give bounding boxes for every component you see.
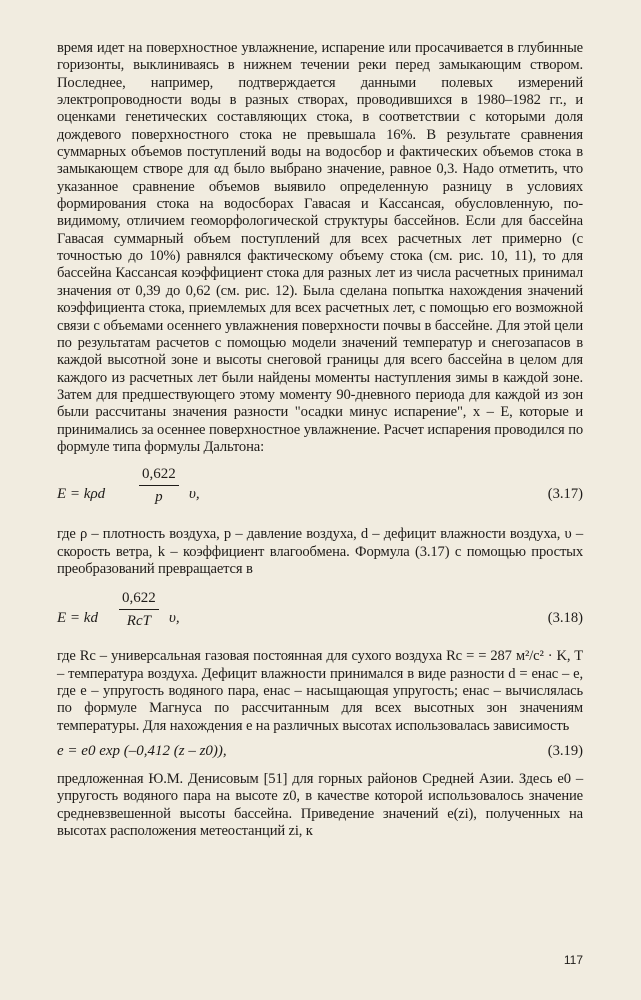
formula-3-17-fraction	[139, 466, 179, 506]
formula-3-17-numerator: 0,622	[139, 466, 179, 486]
formula-3-18-lhs: E = kd	[57, 610, 98, 627]
paragraph-3: где Rc – универсальная газовая постоянная для сухого воздуха Rc = = 287 м²/с² · K, T – температура воздуха. Дефицит влажности принимался в виде разности d = eнас – e, где e – упругость водяного пара, eнас – насыщающая упругость; eнас – вычислялась по формуле Магнуса по рассчитанным для всех высотных зон значениям температуры. Для нахождения e на различных высотах использовалась зависимость	[57, 648, 583, 734]
formula-3-18-fraction	[119, 590, 159, 630]
formula-3-19-expression: e = e0 exp (–0,412 (z – z0)),	[57, 743, 227, 759]
formula-3-17-tail: υ,	[189, 486, 200, 503]
formula-3-18-denominator: RcT	[126, 613, 151, 630]
page-number: 117	[563, 953, 583, 967]
formula-3-18	[57, 588, 583, 642]
formula-3-17-lhs: E = kρd	[57, 486, 106, 503]
paragraph-4: предложенная Ю.М. Денисовым [51] для горных районов Средней Азии. Здесь e0 – упругость водяного пара на высоте z0, в качестве которой использовалось значение средневзвешенной высоты бассейна. Приведение значений e(zi), полученных на высотах расположения метеостанций zi, к	[57, 771, 583, 840]
formula-3-18-tail: υ,	[169, 610, 180, 627]
paragraph-1: время идет на поверхностное увлажнение, испарение или просачивается в глубинные горизонты, выклиниваясь в нижнем течении реки перед замыкающим створом. Последнее, например, подтверждается данными полевых измерений электропроводности воды в разных створах, проводившихся в 1980–1982 гг., и оценками генетических составляющих стока, в соответствии с которыми доля дождевого поверхностного стока не превышала 16%. В результате сравнения суммарных объемов поступлений воды на водосбор и фактических объемов стока в замыкающем створе для αд было выбрано значение, равное 0,3. Надо отметить, что указанное сравнение объемов выявило определенную разницу в условиях формирования стока на водосборах Гавасая и Кассансая, обусловленную, по-видимому, отличием геоморфологической структуры бассейнов. Если для бассейна Гавасая суммарный объем поступлений для всех расчетных лет примерно (с точностью до 10%) равнялся фактическому объему стока (см. рис. 10, 11), то для бассейна Кассансая коэффициент стока для разных лет из числа расчетных принимал значения от 0,39 до 0,62 (см. рис. 12). Была сделана попытка нахождения значений коэффициента стока, приемлемых для всех расчетных лет, с помощью его возможной связи с объемами осеннего увлажнения поверхности почвы в бассейне. Для этой цели по результатам расчетов с помощью модели значений температур и снегозапасов в каждой высотной зоне и высоты снеговой границы для всего бассейна в целом для каждого из расчетных лет были найдены моменты наступления зимы в каждой зоне. Затем для предшествующего этому моменту 90-дневного периода для каждой из зон были рассчитаны значения разности "осадки минус испарение", x – E, которые и принимались за осеннее поверхностное увлажнение. Расчет испарения проводился по формуле типа формулы Дальтона:	[57, 40, 583, 455]
formula-3-19-number: (3.19)	[547, 743, 583, 759]
formula-3-17-number: (3.17)	[547, 486, 583, 503]
formula-3-17	[57, 464, 583, 520]
formula-3-19	[57, 741, 583, 765]
formula-3-17-denominator: p	[155, 489, 163, 506]
formula-3-18-number: (3.18)	[547, 610, 583, 627]
formula-3-18-numerator: 0,622	[119, 590, 159, 610]
paragraph-2: где ρ – плотность воздуха, p – давление воздуха, d – дефицит влажности воздуха, υ – скорость ветра, k – коэффициент влагообмена. Формула (3.17) с помощью простых преобразований превращается в	[57, 526, 583, 577]
